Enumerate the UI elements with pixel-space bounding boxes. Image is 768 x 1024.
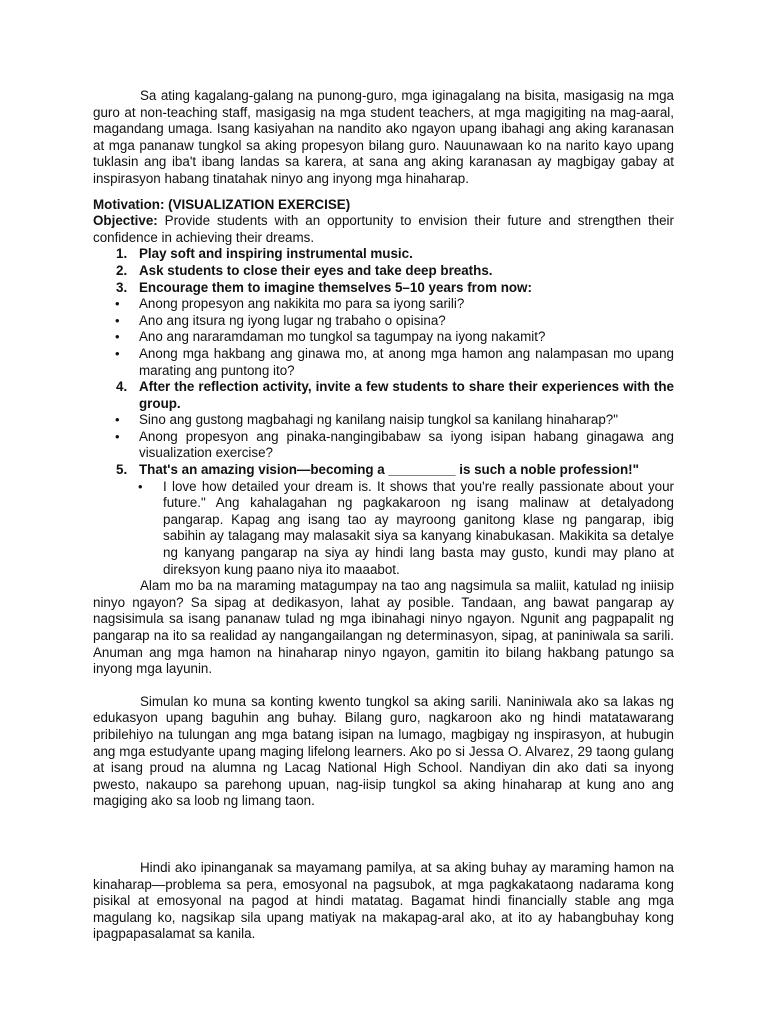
list-item-text: I love how detailed your dream is. It shows that you're really passionate about your future." Ang kahalagahan ng pagkakaroon ng isang malinaw at detalyadong pangarap. Kapag ang isang tao ay mayroong ganitong klase ng pangarap, ibig sabihin ay talagang may malasakit siya sa kanyang kinabukasan. Makikita sa detalye ng kanyang pangarap na siya ay hindi lang basta may gusto, kundi may plano at direksyon kung paano niya ito maaabot. [163, 478, 674, 577]
step-text: After the reflection activity, invite a few students to share their experiences with the group. [139, 379, 674, 411]
step-1 [93, 246, 674, 263]
bullet-icon: • [115, 412, 120, 428]
list-item-text: Ano ang nararamdaman mo tungkol sa tagumpay na iyong nakamit? [139, 329, 546, 345]
list-item [93, 313, 674, 330]
list-item-text: Sino ang gustong magbahagi ng kanilang naisip tungkol sa kanilang hinaharap?" [139, 412, 618, 428]
step-number: 1. [116, 246, 128, 262]
bullet-icon: • [138, 478, 143, 494]
bullet-icon: • [115, 296, 120, 312]
step-text: Ask students to close their eyes and take deep breaths. [139, 262, 493, 278]
list-item [93, 346, 674, 379]
step-3 [93, 280, 674, 297]
step-4 [93, 379, 674, 412]
list-item [93, 296, 674, 313]
paragraph-hindi: Hindi ako ipinanganak sa mayamang pamilya, at sa aking buhay ay maraming hamon na kinaharap—problema sa pera, emosyonal na pagsubok, at mga pagkakataong nadarama kong pisikal at emosyonal na pagod at hindi matatag. Bagamat hindi financially stable ang mga magulang ko, nagsikap sila upang matiyak na makapag-aral ako, at ito ay habangbuhay kong ipagpapasalamat sa kanila. [93, 859, 674, 942]
objective-label: Objective: [93, 213, 158, 229]
motivation-heading: Motivation: (VISUALIZATION EXERCISE) [93, 196, 351, 212]
list-item-text: Anong propesyon ang nakikita mo para sa iyong sarili? [139, 296, 465, 312]
list-item [93, 429, 674, 462]
step-text: Play soft and inspiring instrumental music. [139, 246, 413, 262]
list-item [93, 479, 674, 579]
intro-paragraph: Sa ating kagalang-galang na punong-guro, mga iginagalang na bisita, masigasig na mga guro at non-teaching staff, masigasig na mga student teachers, at mga magigiting na mag-aaral, magandang umaga. Isang kasiyahan na nandito ako ngayon upang ibahagi ang aking karanasan at mga pananaw tungkol sa aking propesyon bilang guro. Nauunawaan ko na narito kayo upang tuklasin ang iba't ibang landas sa karera, at sana ang aking karanasan ay magbigay gabay at inspirasyon habang tinatahak ninyo ang inyong mga hinaharap. [93, 88, 674, 186]
list-item-text: Ano ang itsura ng iyong lugar ng trabaho o opisina? [139, 312, 446, 328]
bullet-icon: • [115, 312, 120, 328]
step-2 [93, 263, 674, 280]
list-item [93, 329, 674, 346]
step-text: That's an amazing vision—becoming a _________ is such a noble profession!" [139, 462, 639, 478]
paragraph-simulan: Simulan ko muna sa konting kwento tungkol sa aking sarili. Naniniwala ako sa lakas ng edukasyon upang baguhin ang buhay. Bilang guro, nagkaroon ako ng hindi matatawarang pribilehiyo na tulungan ang mga batang isipan na lumago, magbigay ng inspirasyon, at hubugin ang mga estudyante upang maging lifelong learners. Ako po si Jessa O. Alvarez, 29 taong gulang at isang proud na alumna ng Lacag National High School. Nandiyan din ako dati sa inyong pwesto, nakaupo sa parehong upuan, nag-iisip tungkol sa aking hinaharap at kung ano ang magiging ako sa loob ng limang taon. [93, 693, 674, 809]
step-number: 4. [116, 379, 128, 395]
step-text: Encourage them to imagine themselves 5–10 years from now: [139, 279, 532, 295]
list-item-text: Anong mga hakbang ang ginawa mo, at anong mga hamon ang nalampasan mo upang marating ang puntong ito? [139, 345, 674, 378]
paragraph-alam: Alam mo ba na maraming matagumpay na tao ang nagsimula sa maliit, katulad ng iniisip ninyo ngayon? Sa sipag at dedikasyon, lahat ay posible. Tandaan, ang bawat pangarap ay nagsisimula sa isang pananaw tulad ng mga ibinahagi ninyo ngayon. Ngunit ang pagpapalit ng pangarap na ito sa realidad ay nangangailangan ng determinasyon, sipag, at paniniwala sa sarili. Anuman ang mga hamon na hinaharap ninyo ngayon, gamitin ito bilang hakbang patungo sa inyong mga layunin. [93, 578, 674, 677]
list-item-text: Anong propesyon ang pinaka-nangingibabaw sa iyong isipan habang ginagawa ang visualization exercise? [139, 428, 674, 461]
list-item [93, 412, 674, 429]
objective-text: Provide students with an opportunity to envision their future and strengthen their confidence in achieving their dreams. [93, 213, 674, 245]
step-5 [93, 462, 674, 479]
document-body [93, 88, 674, 943]
bullet-icon: • [115, 329, 120, 345]
step-number: 5. [116, 462, 128, 478]
step-number: 2. [116, 262, 128, 278]
step-number: 3. [116, 279, 128, 295]
objective-paragraph [93, 213, 674, 246]
bullet-icon: • [115, 428, 120, 444]
bullet-icon: • [115, 345, 120, 361]
